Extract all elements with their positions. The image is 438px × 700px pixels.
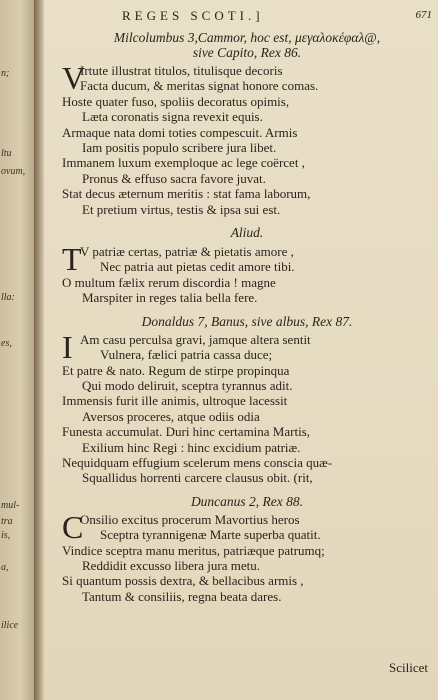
verse-line: [62, 573, 432, 588]
verse-text: Et pretium virtus, testis & ipsa sui est.: [82, 201, 281, 217]
verse-line: [62, 543, 432, 558]
verse-text: Reddidit excusso libera jura metu.: [82, 557, 260, 573]
verse-line: [62, 527, 432, 542]
verse-text: Si quantum possis dextra, & bellacibus armis ,: [62, 573, 304, 589]
verse-text: Nequidquam effugium scelerum mens conscia quæ-: [62, 454, 333, 470]
section-heading: [62, 494, 432, 509]
verse-text: Onsilio excitus procerum Mavortius heros: [80, 511, 300, 527]
verse-text: Funesta accumulat. Duri hinc certamina Martis,: [62, 424, 311, 440]
verse-text: Immanem luxum exemploque ac lege coërcet ,: [62, 155, 305, 171]
verse-text: Stat decus æternum meritis : stat fama laborum,: [62, 186, 311, 202]
verse-line: [62, 140, 432, 155]
facing-page-fragment: es,: [1, 338, 12, 349]
verse-text: Marspiter in reges talia bella fere.: [82, 290, 258, 306]
verse-text: Nec patria aut pietas cedit amore tibi.: [100, 259, 295, 275]
verse-text: Facta ducum, & meritas signat honore comas.: [80, 78, 319, 94]
heading-line: Duncanus 2, Rex 88.: [190, 493, 304, 509]
heading-line: Milcolumbus 3,Cammor, hoc est, μεγαλοκέφαλ@,: [113, 30, 381, 45]
verse-text: Am casu perculsa gravi, jamque altera sentit: [80, 331, 311, 347]
verse-line: [62, 275, 432, 290]
drop-capital: C: [62, 508, 84, 545]
facing-page-fragment: ltu: [1, 148, 12, 159]
verse-line: [62, 455, 432, 470]
section-heading: [62, 30, 432, 60]
verse-line: [62, 109, 432, 124]
verse-line: [62, 78, 432, 93]
verse-text: Iam positis populo scribere jura libet.: [82, 140, 277, 156]
poem-body: [62, 241, 432, 306]
verse-text: Armaque nata domi toties compescuit. Armis: [62, 124, 298, 140]
verse-line: [62, 589, 432, 604]
poem-body: [62, 508, 432, 604]
verse-text: O multum fælix rerum discordia ! magne: [62, 274, 276, 290]
facing-page-margin: [0, 0, 34, 700]
section-heading: [62, 225, 432, 241]
facing-page-fragment: tra: [1, 516, 13, 527]
drop-capital: V: [62, 60, 86, 96]
book-fold: [34, 0, 44, 700]
verse-text: Squallidus horrenti carcere clausus obit. (rit,: [82, 470, 313, 486]
verse-line: [62, 259, 432, 274]
catchword: Scilicet: [389, 660, 428, 675]
verse-text: Immensis furit ille animis, ultroque lacessit: [62, 393, 288, 409]
verse-text: Sceptra tyrannigenæ Marte superba quatit.: [100, 527, 321, 543]
verse-line: [62, 186, 432, 201]
page-text: [62, 30, 432, 604]
page-number: 671: [415, 9, 432, 21]
verse-line: [62, 363, 432, 378]
verse-line: [62, 125, 432, 140]
page-header: [44, 6, 438, 24]
drop-capital: I: [62, 328, 73, 365]
drop-capital: T: [62, 241, 82, 278]
verse-text: Exilium hinc Regi : hinc excidium patriæ.: [82, 439, 301, 455]
verse-text: Læta coronatis signa revexit equis.: [82, 109, 263, 125]
verse-line: [62, 202, 432, 217]
verse-line: [62, 440, 432, 455]
heading-line: sive Capito, Rex 86.: [192, 45, 302, 60]
verse-text: Aversos proceres, atque odiis odia: [82, 408, 260, 424]
verse-text: Pronus & effuso sacra favore juvat.: [82, 170, 266, 186]
verse-text: Qui modo deliruit, sceptra tyrannus adit.: [82, 377, 293, 393]
verse-line: [62, 424, 432, 439]
poem-section: [62, 314, 432, 486]
poem-section: [62, 494, 432, 604]
facing-page-fragment: n;: [1, 68, 10, 79]
verse-text: Vindice sceptra manu meritus, patriæque patrumq;: [62, 542, 325, 558]
poem-body: [62, 60, 432, 217]
verse-line: [62, 409, 432, 424]
verse-text: Irtute illustrat titulos, titulisque decoris: [80, 63, 283, 78]
verse-text: Et patre & nato. Regum de stirpe propinqua: [62, 362, 290, 378]
verse-line: [62, 558, 432, 573]
verse-text: Tantum & consiliis, regna beata dares.: [82, 588, 282, 604]
poem-body: [62, 328, 432, 486]
book-page: [44, 0, 438, 700]
verse-text: V patriæ certas, patriæ & pietatis amore ,: [80, 244, 294, 260]
verse-line: [62, 290, 432, 305]
heading-line: Aliud.: [230, 225, 264, 241]
verse-line: [62, 155, 432, 170]
facing-page-fragment: mul-: [1, 500, 20, 511]
poem-section: [62, 30, 432, 217]
facing-page-fragment: ilice: [1, 620, 19, 631]
section-heading: [62, 314, 432, 329]
verse-text: Vulnera, fælici patria cassa duce;: [100, 347, 273, 363]
facing-page-fragment: a,: [1, 562, 9, 573]
verse-line: [62, 171, 432, 186]
facing-page-fragment: lla:: [1, 292, 15, 303]
verse-line: [62, 94, 432, 109]
facing-page-fragment: ovum,: [1, 166, 26, 177]
verse-line: [62, 393, 432, 408]
verse-line: [62, 378, 432, 393]
running-head: REGES SCOTI.]: [122, 8, 264, 23]
heading-line: Donaldus 7, Banus, sive albus, Rex 87.: [141, 313, 353, 329]
verse-line: [62, 347, 432, 362]
verse-line: [62, 470, 432, 485]
facing-page-fragment: is,: [1, 530, 11, 541]
verse-text: Hoste quater fuso, spoliis decoratus opimis,: [62, 93, 290, 109]
poem-section: [62, 225, 432, 306]
